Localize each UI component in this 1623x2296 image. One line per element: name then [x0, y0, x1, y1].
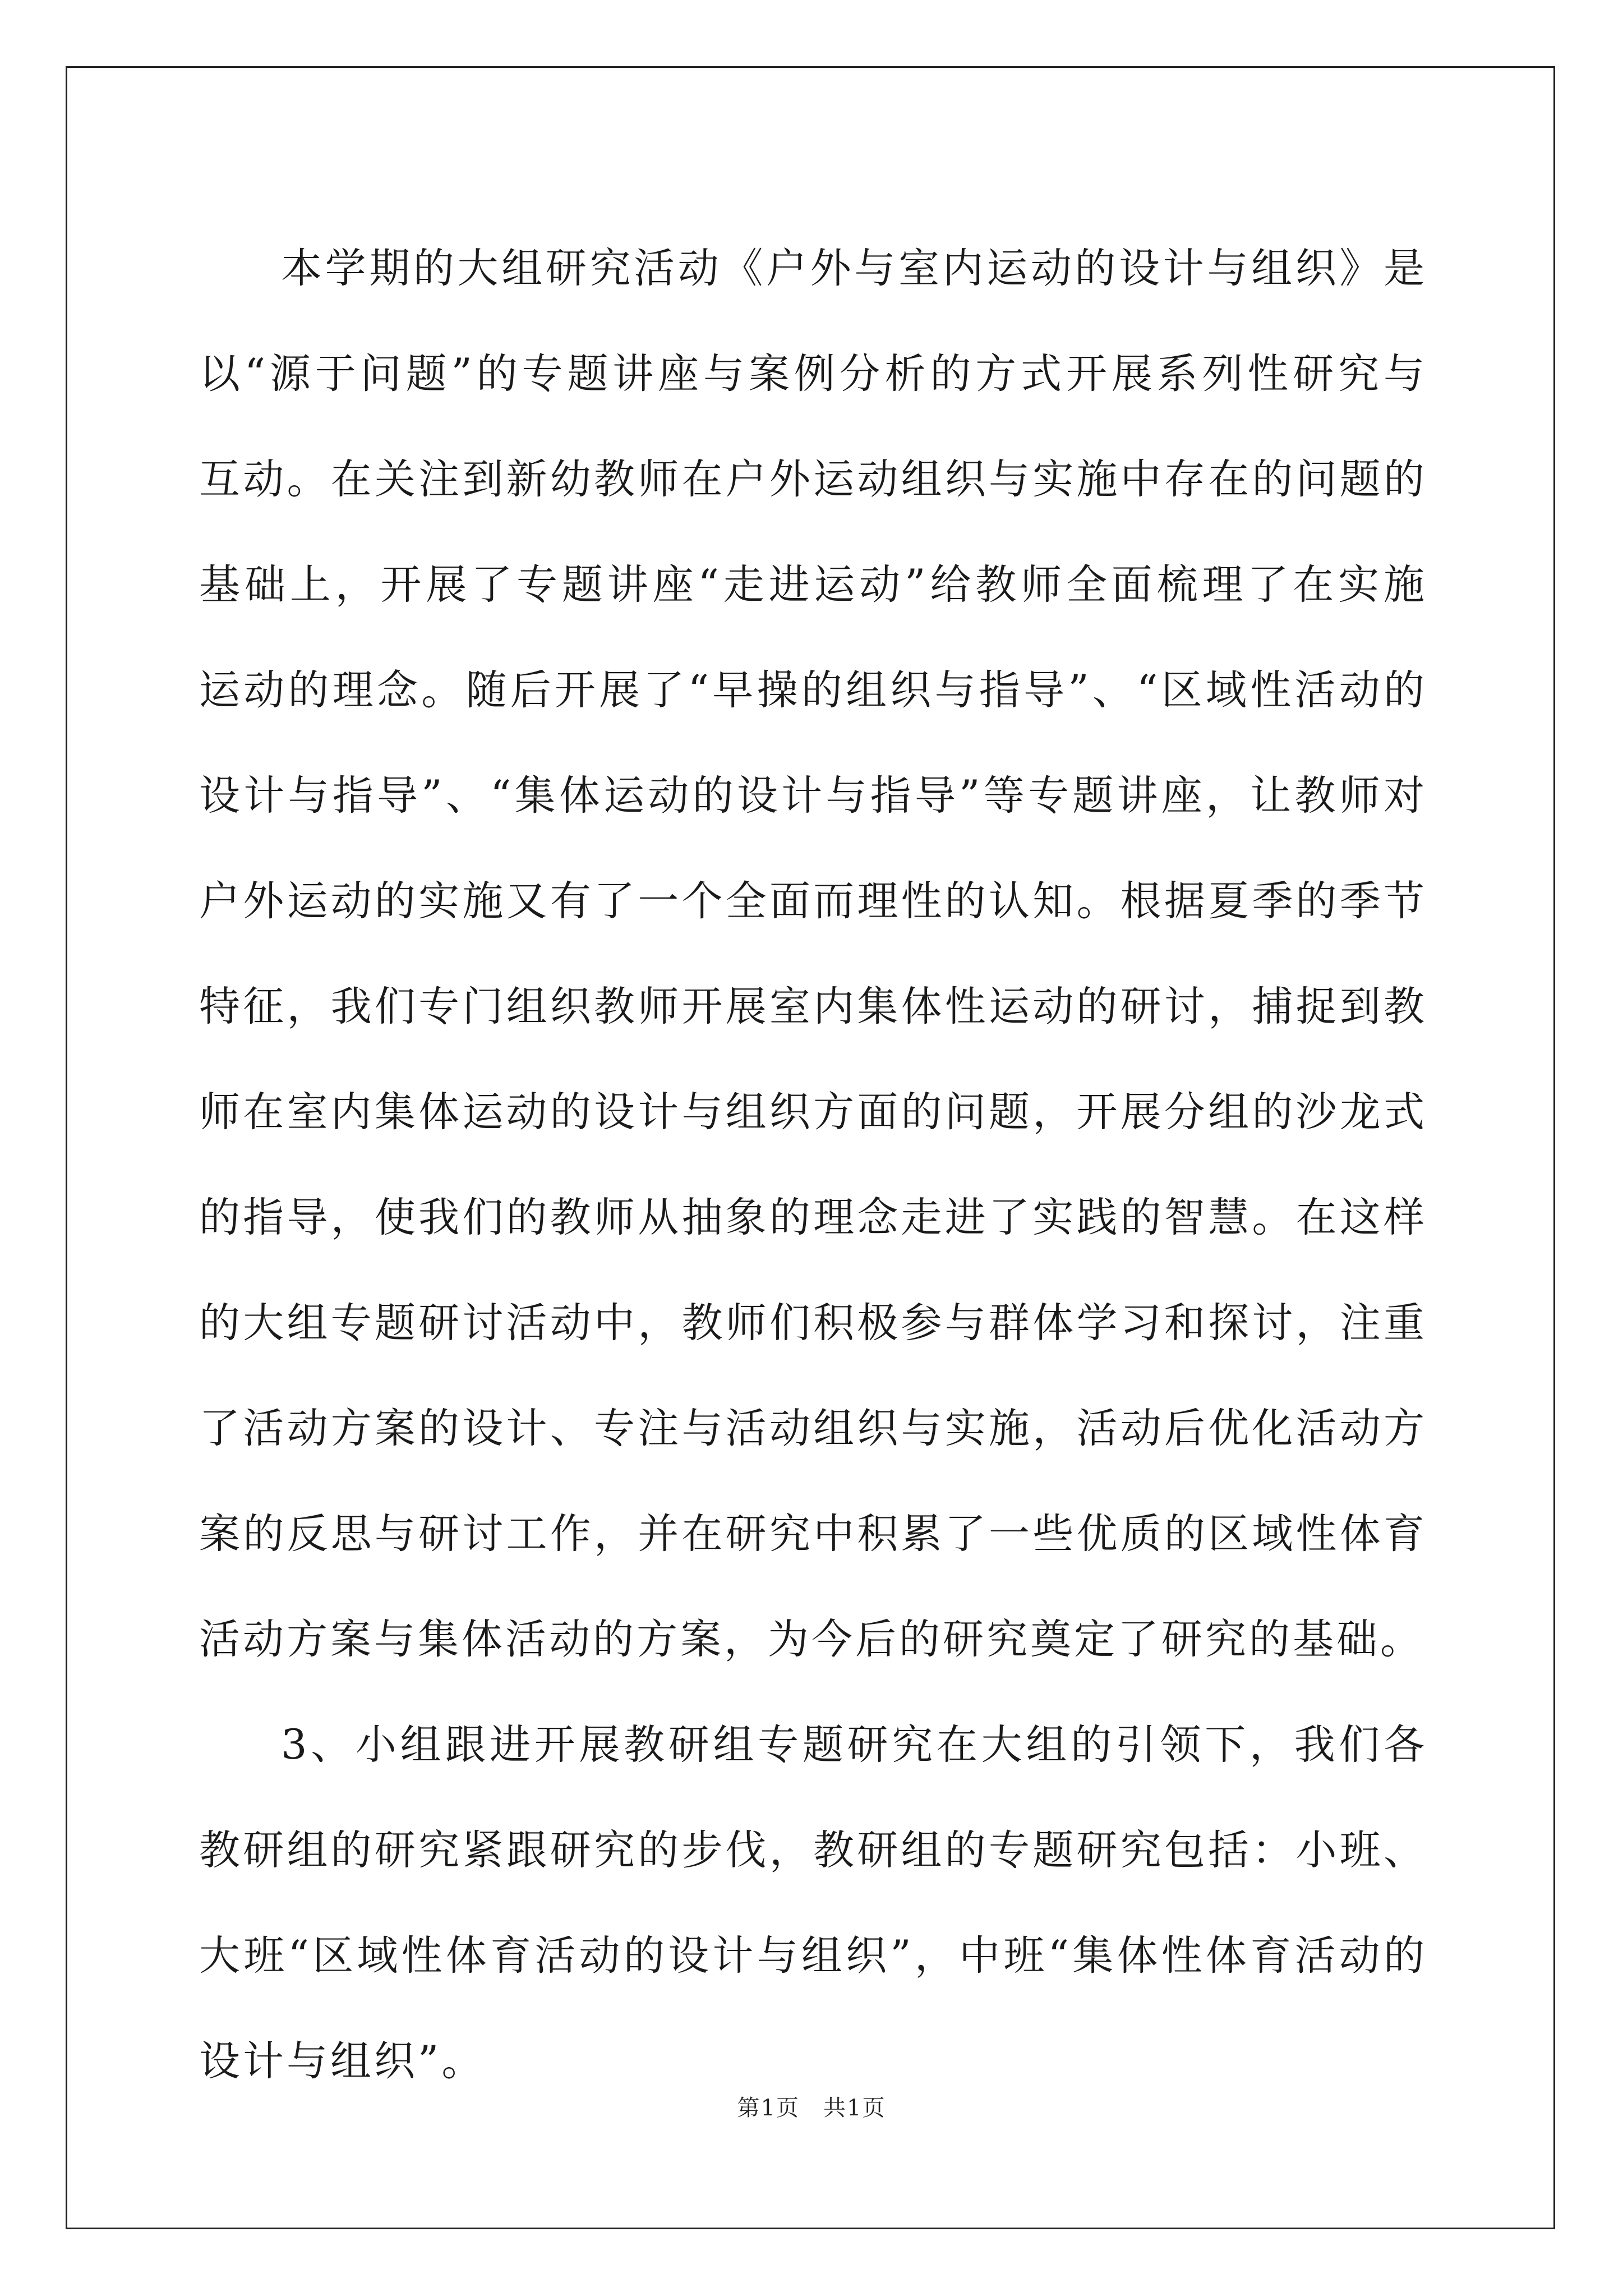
document-body: [199, 216, 1427, 2114]
paragraph-2: 3、小组跟进开展教研组专题研究在大组的引领下，我们各教研组的研究紧跟研究的步伐，教研组的专题研究包括：小班、大班“区域性体育活动的设计与组织”，中班“集体性体育活动的设计与组织”。: [199, 1721, 1427, 2085]
paragraph-1: 本学期的大组研究活动《户外与室内运动的设计与组织》是以“源于问题”的专题讲座与案例分析的方式开展系列性研究与互动。在关注到新幼教师在户外运动组织与实施中存在的问题的基础上，开展了专题讲座“走进运动”给教师全面梳理了在实施运动的理念。随后开展了“早操的组织与指导”、“区域性活动的设计与指导”、“集体运动的设计与指导”等专题讲座，让教师对户外运动的实施又有了一个全面而理性的认知。根据夏季的季节特征，我们专门组织教师开展室内集体性运动的研讨，捕捉到教师在室内集体运动的设计与组织方面的问题，开展分组的沙龙式的指导，使我们的教师从抽象的理念走进了实践的智慧。在这样的大组专题研讨活动中，教师们积极参与群体学习和探讨，注重了活动方案的设计、专注与活动组织与实施，活动后优化活动方案的反思与研讨工作，并在研究中积累了一些优质的区域性体育活动方案与集体活动的方案，为今后的研究奠定了研究的基础。: [199, 245, 1427, 1663]
page-number-footer: 第1页 共1页: [737, 2095, 886, 2121]
